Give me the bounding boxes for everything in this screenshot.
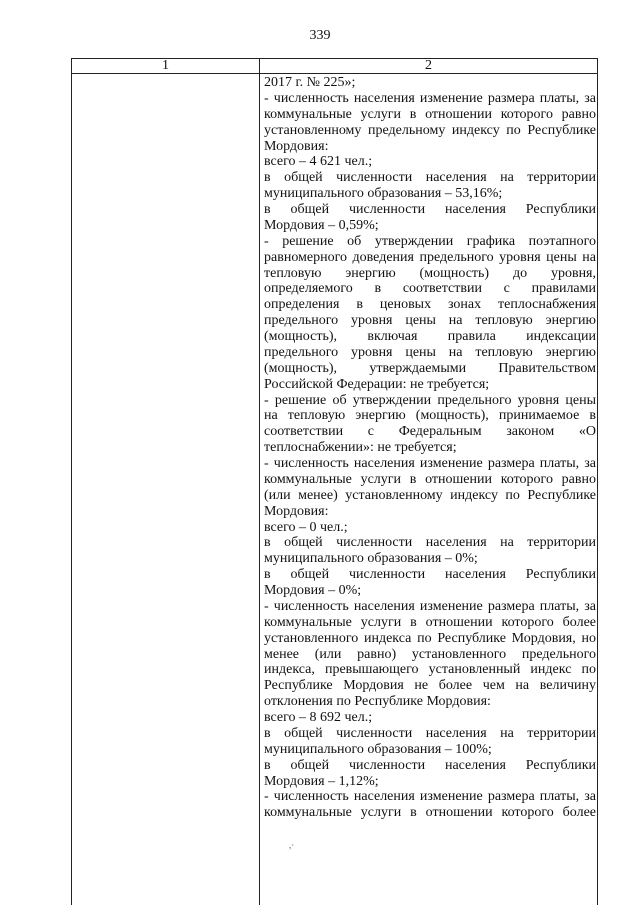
document-table bbox=[71, 58, 598, 905]
scan-mark: ,· bbox=[289, 840, 295, 850]
text-line: в общей численности населения Республики bbox=[264, 567, 596, 583]
text-line: Мордовия: bbox=[264, 138, 329, 154]
text-line: всего – 0 чел.; bbox=[264, 519, 348, 535]
text-line: муниципального образования – 53,16%; bbox=[264, 186, 503, 202]
text-line: муниципального образования – 100%; bbox=[264, 741, 492, 757]
text-line: (мощность), включая правила индексации bbox=[264, 329, 596, 344]
text-line: в общей численности населения на территории bbox=[264, 725, 596, 741]
text-line: в общей численности населения на территории bbox=[264, 170, 596, 186]
column-header-2: 2 bbox=[425, 58, 432, 73]
text-line: - решение об утверждении графика поэтапного bbox=[264, 233, 596, 249]
text-line: всего – 4 621 чел.; bbox=[264, 154, 373, 170]
text-line: - численность населения изменение размера платы, за bbox=[264, 598, 596, 614]
text-line: предельного уровня цены на тепловую энергию bbox=[264, 313, 596, 329]
text-line: установленного индекса по Республике Мордовия, но bbox=[264, 630, 596, 646]
text-line: 2017 г. № 225»; bbox=[264, 75, 356, 90]
text-line: коммунальные услуги в отношении которого равно bbox=[264, 471, 596, 487]
text-line: (мощность), утверждаемыми Правительством bbox=[264, 360, 596, 376]
text-line: в общей численности населения Республики bbox=[264, 757, 596, 773]
text-line: Мордовия – 0,59%; bbox=[264, 217, 379, 233]
text-line: теплоснабжении»: не требуется; bbox=[264, 440, 457, 456]
text-line: Республике Мордовия не более чем на величину bbox=[264, 678, 596, 694]
text-line: - численность населения изменение размера платы, за bbox=[264, 456, 596, 471]
text-line: определения в ценовых зонах теплоснабжения bbox=[264, 297, 596, 313]
text-line: в общей численности населения Республики bbox=[264, 202, 596, 217]
column-divider bbox=[259, 59, 260, 905]
page-number: 339 bbox=[309, 28, 331, 43]
text-line: отклонения по Республике Мордовия: bbox=[264, 694, 491, 710]
text-line: (или менее) установленному индексу по Республике bbox=[264, 487, 596, 503]
text-line: на тепловую энергию (мощность), принимаемое в bbox=[264, 408, 596, 424]
text-line: - численность населения изменение размера платы, за bbox=[264, 90, 596, 106]
text-line: равномерного доведения предельного уровня цены на bbox=[264, 249, 596, 265]
column-header-1: 1 bbox=[162, 58, 169, 73]
text-line: определяемого в соответствии с правилами bbox=[264, 281, 596, 297]
text-line: - численность населения изменение размера платы, за bbox=[264, 789, 596, 805]
text-line: муниципального образования – 0%; bbox=[264, 551, 478, 567]
text-line: в общей численности населения на территории bbox=[264, 535, 596, 551]
text-line: соответствии с Федеральным законом «О bbox=[264, 424, 596, 440]
text-line: Мордовия: bbox=[264, 503, 329, 519]
text-line: Мордовия – 0%; bbox=[264, 583, 362, 598]
text-line: - решение об утверждении предельного уровня цены bbox=[264, 392, 596, 408]
text-line: менее (или равно) установленного предельного bbox=[264, 646, 596, 662]
text-line: предельного уровня цены на тепловую энергию bbox=[264, 344, 596, 360]
table-cell-content bbox=[264, 75, 596, 821]
table-header-row bbox=[72, 59, 597, 74]
text-line: всего – 8 692 чел.; bbox=[264, 710, 373, 725]
text-line: коммунальные услуги в отношении которого равно bbox=[264, 106, 596, 122]
text-line: Мордовия – 1,12%; bbox=[264, 773, 379, 789]
text-line: коммунальные услуги в отношении которого более bbox=[264, 805, 596, 821]
text-line: коммунальные услуги в отношении которого более bbox=[264, 614, 596, 630]
text-line: установленному предельному индексу по Республике bbox=[264, 122, 596, 138]
text-line: Российской Федерации: не требуется; bbox=[264, 376, 490, 392]
text-line: тепловую энергию (мощность) до уровня, bbox=[264, 265, 596, 281]
text-line: индекса, превышающего установленный индекс по bbox=[264, 662, 596, 678]
